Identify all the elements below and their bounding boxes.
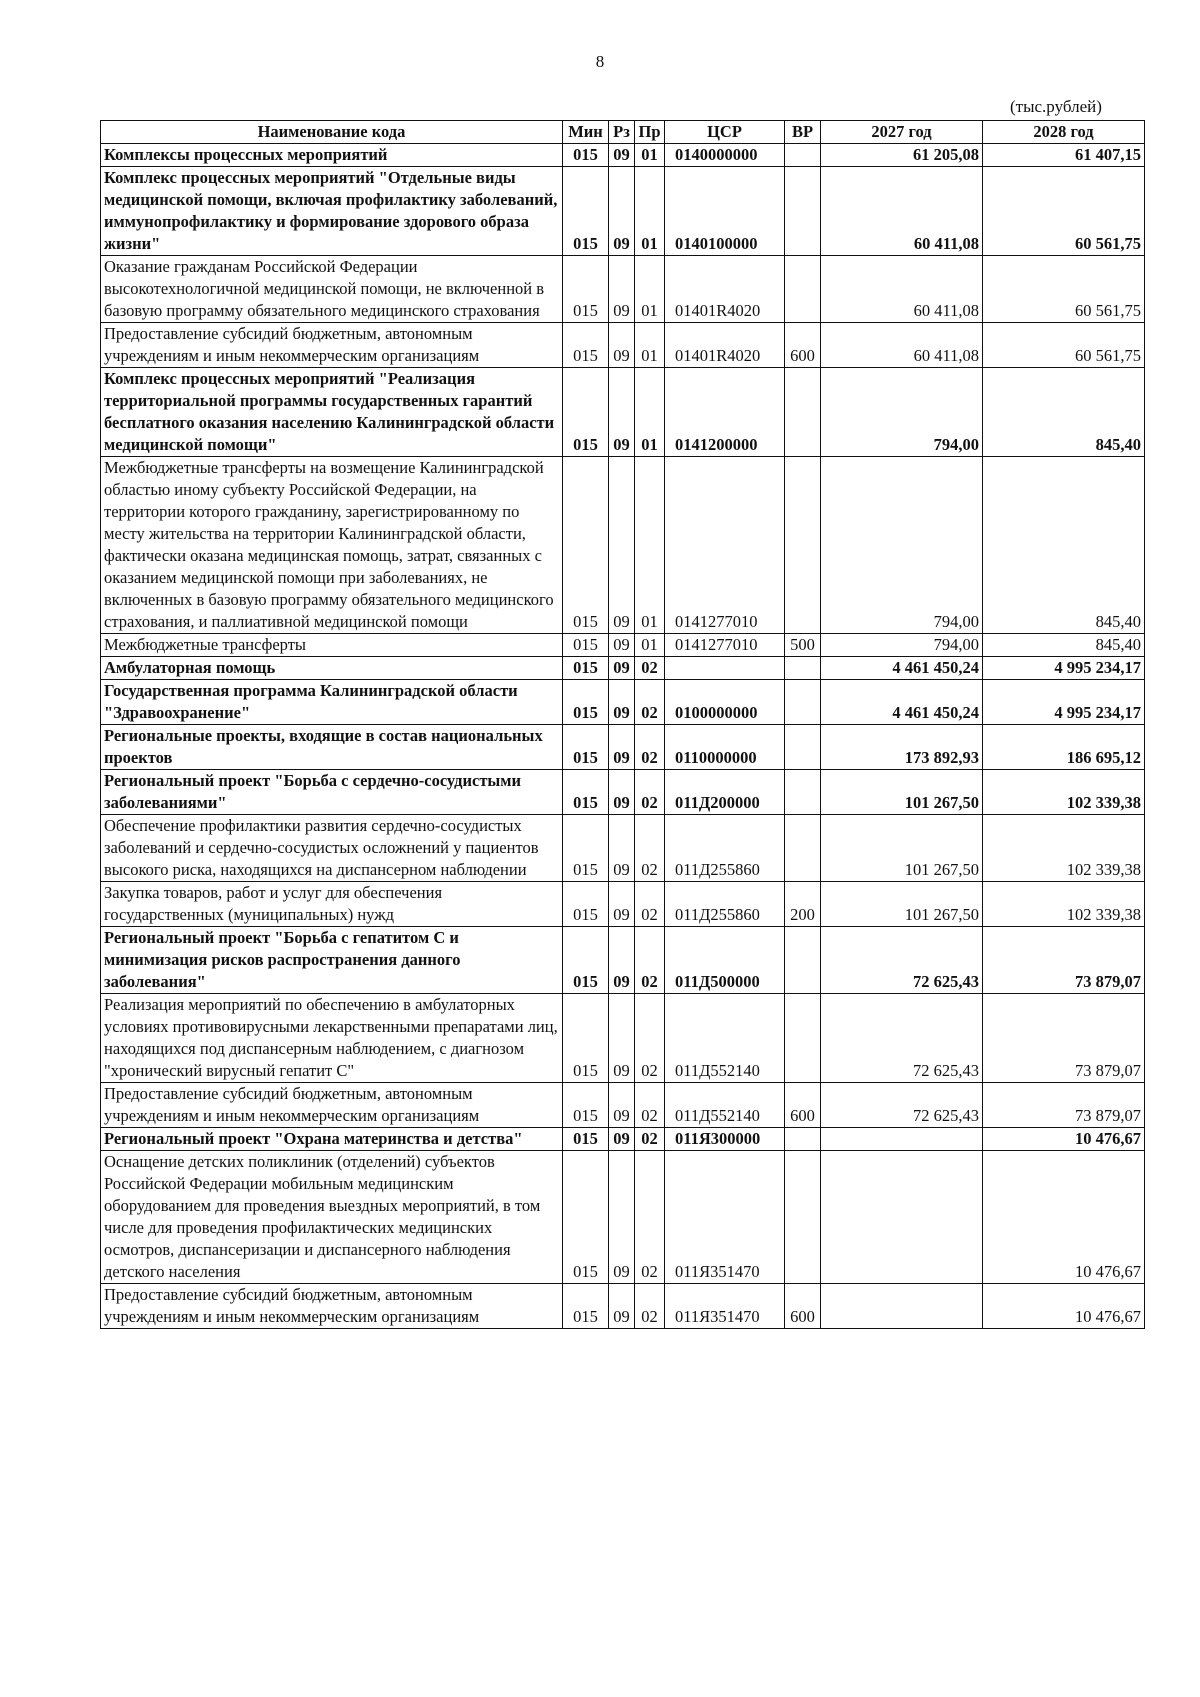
row-pr: 02 [635, 1151, 665, 1284]
row-rz: 09 [609, 994, 635, 1083]
row-min: 015 [563, 368, 609, 457]
row-csr: 0140100000 [665, 167, 785, 256]
row-csr: 01401R4020 [665, 323, 785, 368]
row-2028: 73 879,07 [983, 994, 1145, 1083]
row-rz: 09 [609, 1284, 635, 1329]
row-pr: 02 [635, 1128, 665, 1151]
row-min: 015 [563, 256, 609, 323]
row-name: Комплекс процессных мероприятий "Реализация территориальной программы государственных гарантий бесплатного оказания населению Калининградской области медицинской помощи" [101, 368, 563, 457]
table-header-row [101, 121, 1145, 144]
row-pr: 02 [635, 1083, 665, 1128]
row-vr: 600 [785, 1083, 821, 1128]
row-2027: 60 411,08 [821, 256, 983, 323]
row-vr: 500 [785, 634, 821, 657]
row-2028: 102 339,38 [983, 882, 1145, 927]
row-pr: 01 [635, 368, 665, 457]
row-pr: 01 [635, 323, 665, 368]
row-pr: 02 [635, 994, 665, 1083]
row-pr: 01 [635, 167, 665, 256]
budget-table [100, 120, 1145, 1329]
row-rz: 09 [609, 323, 635, 368]
row-name: Комплекс процессных мероприятий "Отдельные виды медицинской помощи, включая профилактику заболеваний, иммунопрофилактику и формирование здорового образа жизни" [101, 167, 563, 256]
table-row [101, 882, 1145, 927]
table-row [101, 657, 1145, 680]
row-2027: 794,00 [821, 457, 983, 634]
row-min: 015 [563, 457, 609, 634]
table-row [101, 634, 1145, 657]
row-vr [785, 657, 821, 680]
row-2028: 845,40 [983, 457, 1145, 634]
row-csr: 0110000000 [665, 725, 785, 770]
row-rz: 09 [609, 680, 635, 725]
row-name: Обеспечение профилактики развития сердечно-сосудистых заболеваний и сердечно-сосудистых осложнений у пациентов высокого риска, находящихся на диспансерном наблюдении [101, 815, 563, 882]
row-pr: 02 [635, 927, 665, 994]
row-rz: 09 [609, 634, 635, 657]
row-rz: 09 [609, 368, 635, 457]
row-name: Региональный проект "Борьба с сердечно-сосудистыми заболеваниями" [101, 770, 563, 815]
row-rz: 09 [609, 256, 635, 323]
row-vr: 200 [785, 882, 821, 927]
row-min: 015 [563, 634, 609, 657]
row-min: 015 [563, 725, 609, 770]
row-2027: 101 267,50 [821, 815, 983, 882]
header-csr: ЦСР [665, 121, 785, 144]
row-2027: 60 411,08 [821, 323, 983, 368]
table-row [101, 815, 1145, 882]
row-csr: 011Д552140 [665, 1083, 785, 1128]
header-2027: 2027 год [821, 121, 983, 144]
row-vr [785, 927, 821, 994]
row-vr [785, 1151, 821, 1284]
table-row [101, 1128, 1145, 1151]
table-body [101, 144, 1145, 1329]
row-rz: 09 [609, 1128, 635, 1151]
row-2028: 60 561,75 [983, 256, 1145, 323]
row-rz: 09 [609, 657, 635, 680]
table-row [101, 1083, 1145, 1128]
row-2028: 10 476,67 [983, 1284, 1145, 1329]
row-2028: 845,40 [983, 368, 1145, 457]
row-pr: 01 [635, 256, 665, 323]
table-row [101, 323, 1145, 368]
row-2028: 10 476,67 [983, 1128, 1145, 1151]
table-row [101, 368, 1145, 457]
row-vr [785, 680, 821, 725]
row-2028: 10 476,67 [983, 1151, 1145, 1284]
table-row [101, 725, 1145, 770]
row-pr: 02 [635, 680, 665, 725]
row-rz: 09 [609, 144, 635, 167]
row-2027: 794,00 [821, 368, 983, 457]
row-csr: 0140000000 [665, 144, 785, 167]
row-name: Предоставление субсидий бюджетным, автономным учреждениям и иным некоммерческим организациям [101, 1284, 563, 1329]
row-vr [785, 368, 821, 457]
row-min: 015 [563, 1151, 609, 1284]
table-row [101, 1284, 1145, 1329]
row-2028: 60 561,75 [983, 167, 1145, 256]
row-vr [785, 994, 821, 1083]
row-2027: 72 625,43 [821, 1083, 983, 1128]
row-min: 015 [563, 657, 609, 680]
page-number: 8 [595, 52, 605, 71]
table-row [101, 770, 1145, 815]
row-csr: 011Я351470 [665, 1151, 785, 1284]
row-2028: 102 339,38 [983, 770, 1145, 815]
row-pr: 01 [635, 457, 665, 634]
row-rz: 09 [609, 1151, 635, 1284]
row-pr: 02 [635, 657, 665, 680]
row-name: Комплексы процессных мероприятий [101, 144, 563, 167]
row-name: Межбюджетные трансферты на возмещение Калининградской областью иному субъекту Российской Федерации, на территории которого гражданину, зарегистрированному по месту жительства на территории Калининградской области, фактически оказана медицинская помощь, затрат, связанных с оказанием медицинской помощи при заболеваниях, не включенных в базовую программу обязательного медицинского страхования, и паллиативной медицинской помощи [101, 457, 563, 634]
row-name: Закупка товаров, работ и услуг для обеспечения государственных (муниципальных) нужд [101, 882, 563, 927]
row-name: Региональный проект "Охрана материнства и детства" [101, 1128, 563, 1151]
header-pr: Пр [635, 121, 665, 144]
row-pr: 01 [635, 144, 665, 167]
row-2027: 173 892,93 [821, 725, 983, 770]
row-rz: 09 [609, 815, 635, 882]
table-row [101, 927, 1145, 994]
row-pr: 02 [635, 1284, 665, 1329]
row-vr [785, 725, 821, 770]
row-2028: 186 695,12 [983, 725, 1145, 770]
header-min: Мин [563, 121, 609, 144]
row-csr [665, 657, 785, 680]
row-min: 015 [563, 927, 609, 994]
row-csr: 011Д200000 [665, 770, 785, 815]
row-rz: 09 [609, 457, 635, 634]
row-name: Региональный проект "Борьба с гепатитом С и минимизация рисков распространения данного заболевания" [101, 927, 563, 994]
row-rz: 09 [609, 927, 635, 994]
row-min: 015 [563, 680, 609, 725]
row-2027: 72 625,43 [821, 994, 983, 1083]
row-rz: 09 [609, 167, 635, 256]
row-2028: 4 995 234,17 [983, 680, 1145, 725]
header-2028: 2028 год [983, 121, 1145, 144]
row-vr [785, 256, 821, 323]
row-csr: 0141200000 [665, 368, 785, 457]
row-name: Государственная программа Калининградской области "Здравоохранение" [101, 680, 563, 725]
row-pr: 01 [635, 634, 665, 657]
table-row [101, 144, 1145, 167]
table-row [101, 680, 1145, 725]
row-csr: 011Д255860 [665, 815, 785, 882]
row-vr [785, 457, 821, 634]
row-2028: 73 879,07 [983, 1083, 1145, 1128]
row-2027: 4 461 450,24 [821, 657, 983, 680]
row-vr [785, 167, 821, 256]
row-csr: 0141277010 [665, 457, 785, 634]
row-pr: 02 [635, 725, 665, 770]
row-2027: 101 267,50 [821, 882, 983, 927]
row-name: Оказание гражданам Российской Федерации высокотехнологичной медицинской помощи, не включенной в базовую программу обязательного медицинского страхования [101, 256, 563, 323]
row-csr: 011Д552140 [665, 994, 785, 1083]
row-min: 015 [563, 144, 609, 167]
header-name: Наименование кода [101, 121, 563, 144]
row-2027: 794,00 [821, 634, 983, 657]
row-2027 [821, 1128, 983, 1151]
row-2027: 4 461 450,24 [821, 680, 983, 725]
row-min: 015 [563, 882, 609, 927]
row-name: Оснащение детских поликлиник (отделений) субъектов Российской Федерации мобильным медицинским оборудованием для проведения выездных мероприятий, в том числе для проведения профилактических медицинских осмотров, диспансеризации и диспансерного наблюдения детского населения [101, 1151, 563, 1284]
row-2027: 101 267,50 [821, 770, 983, 815]
row-vr: 600 [785, 323, 821, 368]
row-vr: 600 [785, 1284, 821, 1329]
row-2027: 61 205,08 [821, 144, 983, 167]
row-2028: 102 339,38 [983, 815, 1145, 882]
row-2028: 845,40 [983, 634, 1145, 657]
row-2027 [821, 1284, 983, 1329]
row-2028: 4 995 234,17 [983, 657, 1145, 680]
row-2027: 60 411,08 [821, 167, 983, 256]
row-2028: 73 879,07 [983, 927, 1145, 994]
row-pr: 02 [635, 815, 665, 882]
row-rz: 09 [609, 725, 635, 770]
units-label: (тыс.рублей) [1010, 97, 1102, 116]
row-min: 015 [563, 815, 609, 882]
row-csr: 011Я351470 [665, 1284, 785, 1329]
table-row [101, 256, 1145, 323]
row-name: Предоставление субсидий бюджетным, автономным учреждениям и иным некоммерческим организациям [101, 323, 563, 368]
row-name: Региональные проекты, входящие в состав национальных проектов [101, 725, 563, 770]
row-min: 015 [563, 770, 609, 815]
table-row [101, 1151, 1145, 1284]
table-row [101, 167, 1145, 256]
row-min: 015 [563, 1284, 609, 1329]
row-name: Предоставление субсидий бюджетным, автономным учреждениям и иным некоммерческим организациям [101, 1083, 563, 1128]
row-min: 015 [563, 323, 609, 368]
row-name: Реализация мероприятий по обеспечению в амбулаторных условиях противовирусными лекарственными препаратами лиц, находящихся под диспансерным наблюдением, с диагнозом "хронический вирусный гепатит С" [101, 994, 563, 1083]
row-min: 015 [563, 1128, 609, 1151]
row-vr [785, 770, 821, 815]
row-min: 015 [563, 1083, 609, 1128]
row-csr: 011Д255860 [665, 882, 785, 927]
row-csr: 0141277010 [665, 634, 785, 657]
header-vr: ВР [785, 121, 821, 144]
row-vr [785, 815, 821, 882]
table-row [101, 994, 1145, 1083]
row-min: 015 [563, 994, 609, 1083]
row-vr [785, 144, 821, 167]
row-rz: 09 [609, 770, 635, 815]
row-name: Межбюджетные трансферты [101, 634, 563, 657]
row-2027: 72 625,43 [821, 927, 983, 994]
row-pr: 02 [635, 770, 665, 815]
row-2027 [821, 1151, 983, 1284]
row-csr: 01401R4020 [665, 256, 785, 323]
row-min: 015 [563, 167, 609, 256]
row-2028: 61 407,15 [983, 144, 1145, 167]
row-pr: 02 [635, 882, 665, 927]
row-2028: 60 561,75 [983, 323, 1145, 368]
row-csr: 011Д500000 [665, 927, 785, 994]
row-rz: 09 [609, 1083, 635, 1128]
row-vr [785, 1128, 821, 1151]
table-row [101, 457, 1145, 634]
row-csr: 0100000000 [665, 680, 785, 725]
row-name: Амбулаторная помощь [101, 657, 563, 680]
header-rz: Рз [609, 121, 635, 144]
row-csr: 011Я300000 [665, 1128, 785, 1151]
row-rz: 09 [609, 882, 635, 927]
